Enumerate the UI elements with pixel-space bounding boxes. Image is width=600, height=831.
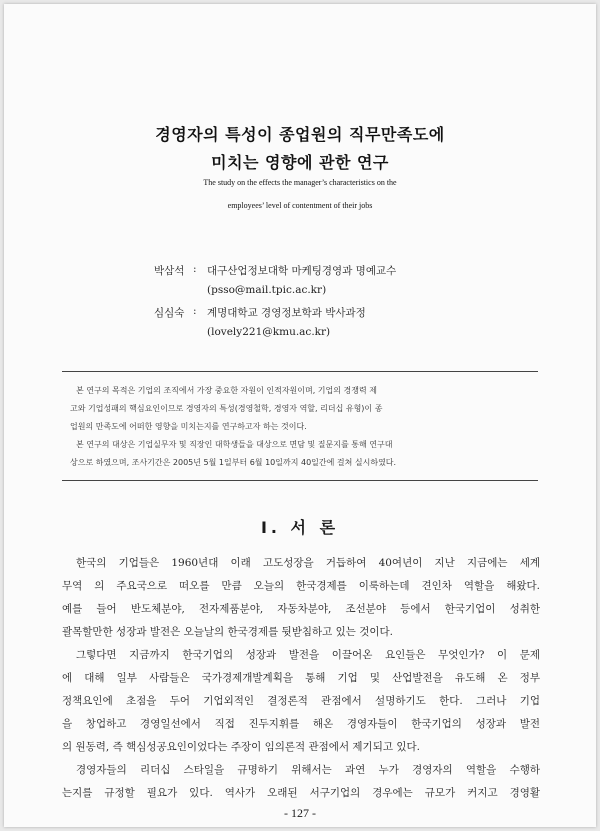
author-1-affiliation: 대구산업정보대학 마케팅경영과 명예교수 [207,265,397,277]
section-heading: Ⅰ. 서 론 [260,518,340,537]
author-2-affiliation: 계명대학교 경영정보학과 박사과정 [207,307,366,319]
body-line: 예를 들어 반도체분야, 전자제품분야, 자동차분야, 조선분야 등에서 한국기업이 성취한 [62,603,540,615]
title-korean-line-2: 미치는 영향에 관한 연구 [211,153,389,172]
page-number: - 127 - [284,806,316,820]
author-1-name: 박삼석 [154,265,185,277]
abstract-line: 업원의 만족도에 어떠한 영향을 미치는지를 연구하고자 하는 것이다. [70,422,307,431]
author-1-email: (psso@mail.tpic.ac.kr) [207,284,327,296]
abstract-line: 상으로 하였으며, 조사기간은 2005년 5월 1일부터 6월 10일까지 40일간에 걸쳐 실시하였다. [70,458,397,467]
paper-page [4,4,596,827]
author-2-separator: : [193,305,197,317]
author-2-email: (lovely221@kmu.ac.kr) [207,326,331,338]
abstract-line: 본 연구의 목적은 기업의 조직에서 가장 중요한 자원이 인적자원이며, 기업의 경쟁력 제 [76,386,377,395]
author-1-separator: : [193,263,197,275]
body-line: 그렇다면 지금까지 한국기업의 성장과 발전을 이끌어온 요인들은 무엇인가? 이 문제 [76,649,540,661]
body-line: 는지를 규정할 필요가 있다. 역사가 오래된 서구기업의 경우에는 규모가 커지고 경영활 [62,787,540,799]
body-line: 괄목할만한 성장과 발전은 오늘날의 한국경제를 뒷받침하고 있는 것이다. [62,626,393,638]
body-line: 무역 의 주요국으로 떠오를 만큼 오늘의 한국경제를 이룩하는데 견인차 역할을 해왔다. [62,580,540,592]
abstract-line: 본 연구의 대상은 기업실무자 및 직장인 대학생들을 대상으로 면담 및 질문지를 통해 연구대 [76,440,393,449]
title-english-line-2: employees’ level of contentment of their jobs [227,201,373,210]
body-line: 정책요인에 초점을 두어 기업외적인 결정론적 관점에서 설명하기도 한다. 그러나 기업 [62,695,540,707]
title-korean-line-1: 경영자의 특성이 종업원의 직무만족도에 [155,125,445,144]
body-line: 을 창업하고 경영일선에서 직접 진두지휘를 해온 경영자들이 한국기업의 성장과 발전 [62,718,540,730]
body-line: 에 대해 일부 사람들은 국가경제개발계획을 통해 기업 및 산업발전을 유도해 온 정부 [62,672,540,684]
title-english-line-1: The study on the effects the manager’s characteristics on the [203,178,397,187]
abstract-line: 고와 기업성패의 핵심요인이므로 경영자의 특성(경영철학, 경영자 역할, 리더십 유형)이 종 [70,404,383,413]
abstract-box [62,371,538,481]
body-line: 한국의 기업들은 1960년대 이래 고도성장을 거듭하여 40여년이 지난 지금에는 세계 [76,557,540,569]
author-2-name: 심심숙 [154,307,185,319]
body-line: 경영자들의 리더십 스타일을 규명하기 위해서는 과연 누가 경영자의 역할을 수행하 [76,764,540,776]
body-line: 의 원동력, 즉 핵심성공요인이었다는 주장이 임의론적 관점에서 제기되고 있다. [62,741,420,753]
